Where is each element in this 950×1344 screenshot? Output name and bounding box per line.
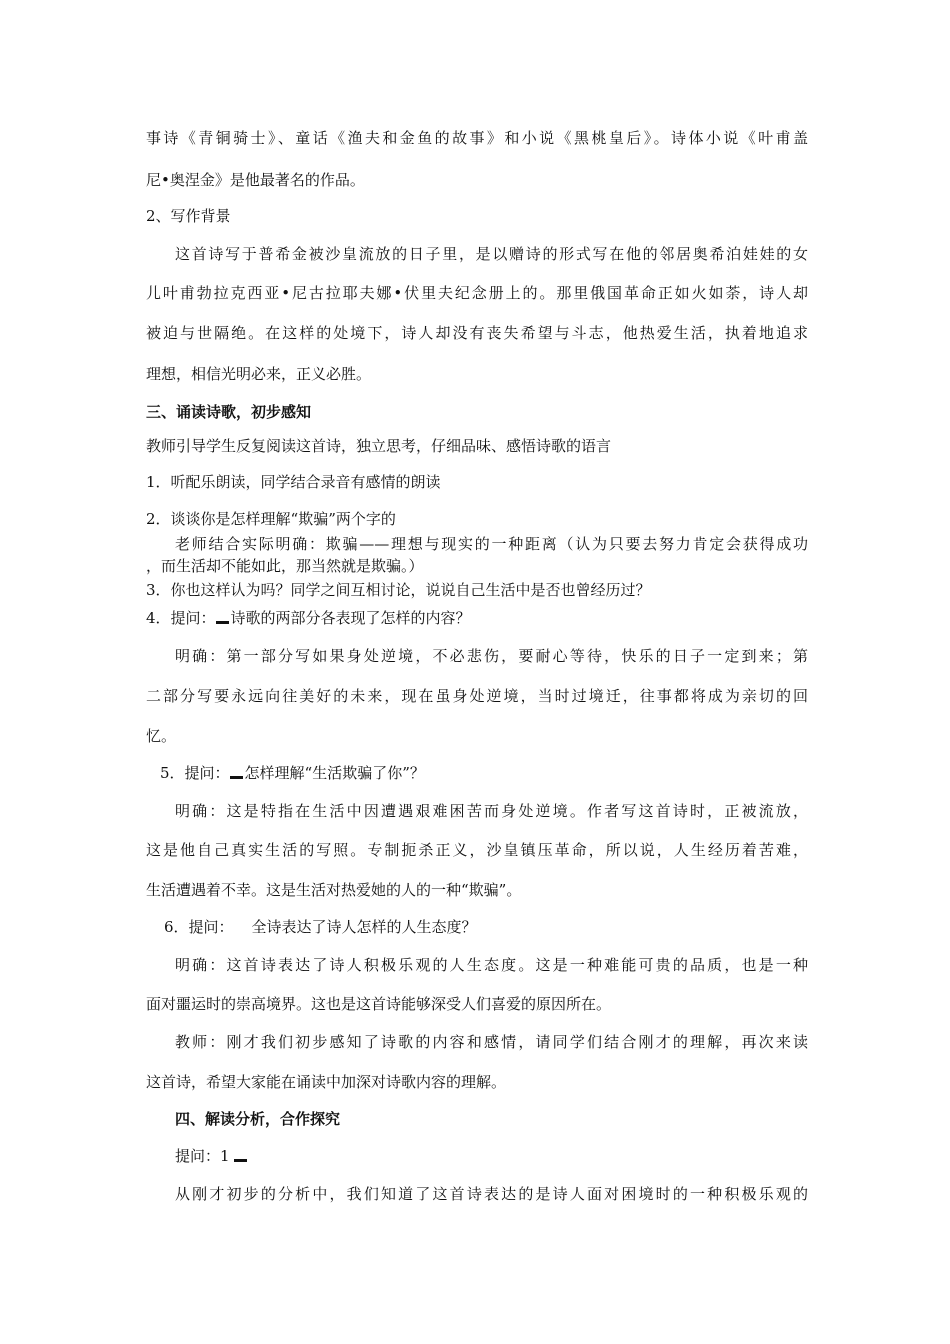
list-item [160,763,425,783]
blank-mark-icon [216,621,229,624]
question-text: 诗歌的两部分各表现了怎样的内容？ [230,609,471,627]
section-heading: 2、写作背景 [146,207,231,225]
paragraph-line: 明确：这首诗表达了诗人积极乐观的人生态度。这是一种难能可贵的品质，也是一种 [175,956,808,974]
question-text: 全诗表达了诗人怎样的人生态度？ [251,918,477,936]
question-label: 6．提问： [164,918,234,936]
list-item: 2．谈谈你是怎样理解“欺骗”两个字的 [146,510,396,528]
paragraph-line: 尼•奥涅金》是他最著名的作品。 [146,171,365,189]
paragraph-line: 理想，相信光明必来，正义必胜。 [146,365,372,383]
question-label: 4．提问： [146,609,216,627]
list-item [146,608,471,628]
list-item: 3．你也这样认为吗？同学之间互相讨论，说说自己生活中是否也曾经历过？ [146,581,651,599]
question-text: 怎样理解“生活欺骗了你”？ [244,764,425,782]
paragraph-line: 这首诗，希望大家能在诵读中加深对诗歌内容的理解。 [146,1073,507,1091]
list-item: 1．听配乐朗读，同学结合录音有感情的朗读 [146,473,441,491]
paragraph-line: 教师引导学生反复阅读这首诗，独立思考，仔细品味、感悟诗歌的语言 [146,437,612,455]
paragraph-line: 忆。 [146,727,177,745]
paragraph-line: ，而生活却不能如此，那当然就是欺骗。） [146,557,424,575]
paragraph-line: 二部分写要永远向往美好的未来，现在虽身处逆境，当时过境迁，往事都将成为亲切的回 [146,687,808,705]
paragraph-line: 面对噩运时的崇高境界。这也是这首诗能够深受人们喜爱的原因所在。 [146,995,612,1013]
list-item [164,917,477,937]
paragraph-line: 从刚才初步的分析中，我们知道了这首诗表达的是诗人面对困境时的一种积极乐观的 [175,1185,808,1203]
paragraph-line: 事诗《青铜骑士》、童话《渔夫和金鱼的故事》和小说《黑桃皇后》。诗体小说《叶甫盖 [146,129,808,147]
blank-mark-icon [234,1159,247,1162]
paragraph-line: 这是他自己真实生活的写照。专制扼杀正义，沙皇镇压革命，所以说，人生经历着苦难， [146,841,808,859]
blank-mark-icon [230,776,243,779]
paragraph-line: 明确：这是特指在生活中因遭遇艰难困苦而身处逆境。作者写这首诗时，正被流放， [175,802,808,820]
paragraph-line: 明确：第一部分写如果身处逆境，不必悲伤，要耐心等待，快乐的日子一定到来；第 [175,647,808,665]
paragraph-line: 儿叶甫勃拉克西亚•尼古拉耶夫娜•伏里夫纪念册上的。那里俄国革命正如火如荼，诗人却 [146,284,808,302]
question-label: 提问：1 [175,1147,230,1165]
paragraph-line: 生活遭遇着不幸。这是生活对热爱她的人的一种“欺骗”。 [146,881,522,899]
paragraph-line: 这首诗写于普希金被沙皇流放的日子里，是以赠诗的形式写在他的邻居奥希泊娃娃的女 [175,245,808,263]
paragraph-line: 老师结合实际明确：欺骗——理想与现实的一种距离（认为只要去努力肯定会获得成功 [175,535,808,553]
paragraph-line: 教师：刚才我们初步感知了诗歌的内容和感情，请同学们结合刚才的理解，再次来读 [175,1033,808,1051]
question-label: 5．提问： [160,764,230,782]
list-item [175,1146,249,1166]
section-heading: 三、诵读诗歌，初步感知 [146,403,312,421]
paragraph-line: 被迫与世隔绝。在这样的处境下，诗人却没有丧失希望与斗志，他热爱生活，执着地追求 [146,324,808,342]
section-heading: 四、解读分析，合作探究 [175,1110,341,1128]
